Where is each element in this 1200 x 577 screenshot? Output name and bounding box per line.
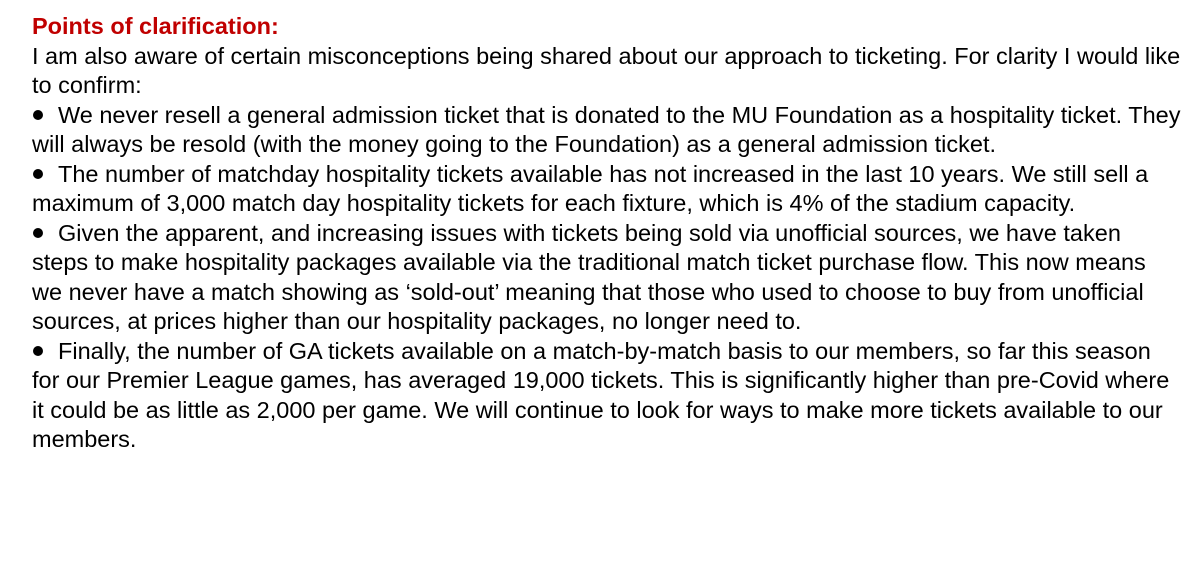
list-item-text: The number of matchday hospitality tickets available has not increased in the last 10 years. We still sell a maximum of 3,000 match day hospitality tickets for each fixture, which is 4% of the stadium capacity.	[32, 160, 1149, 216]
list-item-text: Finally, the number of GA tickets available on a match-by-match basis to our members, so far this season for our Premier League games, has averaged 19,000 tickets. This is significantly higher than pre-Covid where it could be as little as 2,000 per game. We will continue to look for ways to make more tickets available to our members.	[32, 337, 1170, 452]
bullet-icon	[33, 346, 43, 356]
list-item	[32, 101, 1182, 160]
list-item-text: Given the apparent, and increasing issues with tickets being sold via unofficial sources, we have taken steps to make hospitality packages available via the traditional match ticket purchase flow. This now means we never have a match showing as ‘sold-out’ meaning that those who used to choose to buy from unofficial sources, at prices higher than our hospitality packages, no longer need to.	[32, 219, 1146, 334]
bullet-icon	[33, 110, 43, 120]
list-item-text: We never resell a general admission ticket that is donated to the MU Foundation as a hospitality ticket. They will always be resold (with the money going to the Foundation) as a general admission ticket.	[32, 101, 1181, 157]
list-item	[32, 337, 1182, 455]
bullet-icon	[33, 169, 43, 179]
list-item	[32, 160, 1182, 219]
document	[32, 12, 1182, 455]
bullet-list	[32, 101, 1182, 455]
list-item	[32, 219, 1182, 337]
section-heading: Points of clarification:	[32, 13, 279, 39]
bullet-icon	[33, 228, 43, 238]
intro-paragraph: I am also aware of certain misconceptions being shared about our approach to ticketing. For clarity I would like to confirm:	[32, 42, 1181, 98]
